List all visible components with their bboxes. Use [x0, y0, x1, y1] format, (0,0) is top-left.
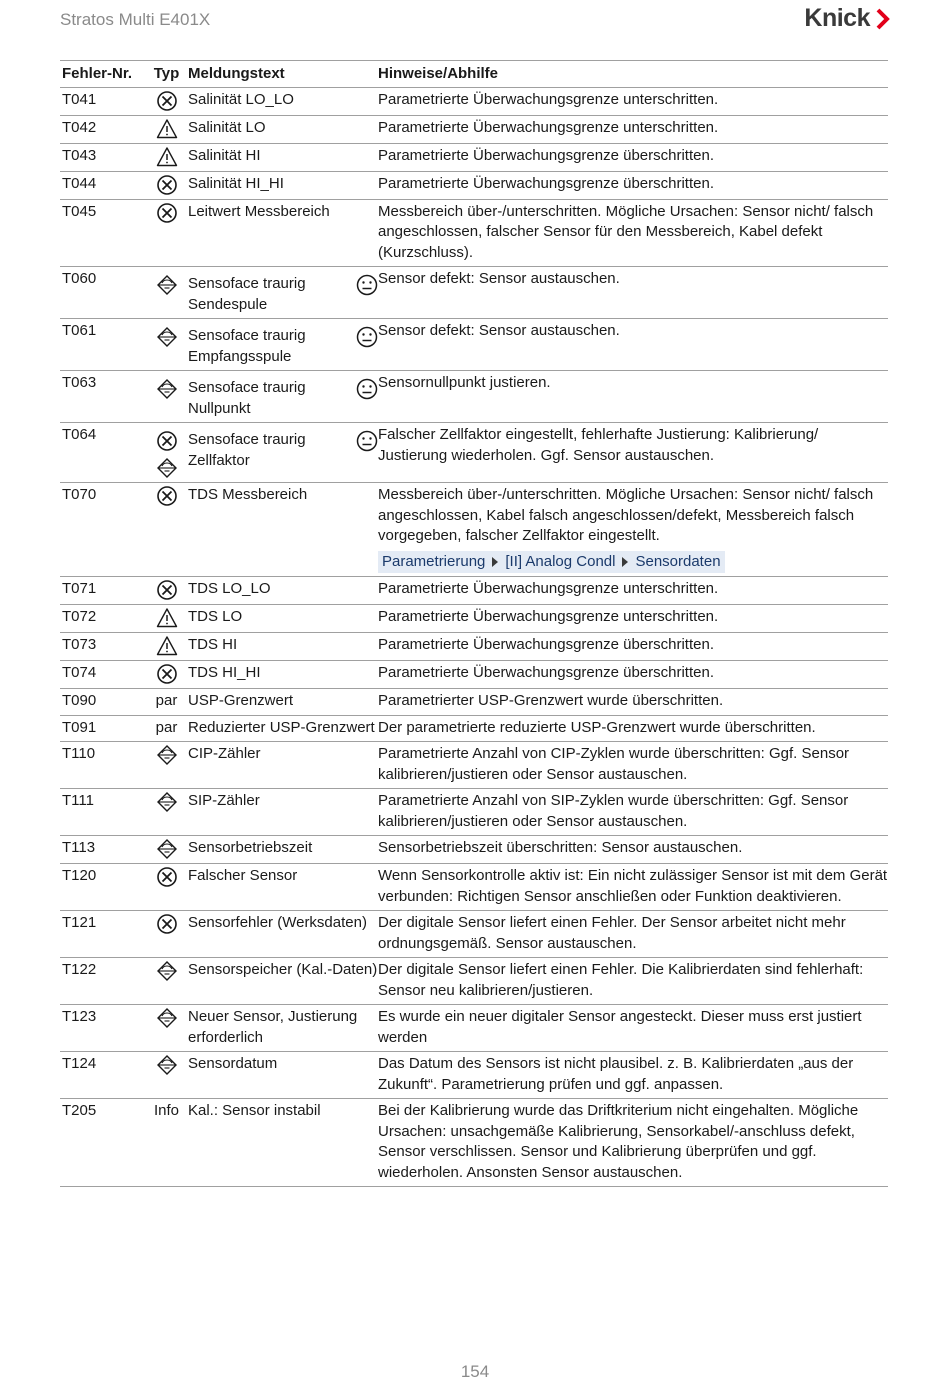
- error-number: T090: [62, 692, 97, 709]
- caret-right-icon: [492, 557, 498, 567]
- hint-text: Es wurde ein neuer digitaler Sensor angesteckt. Dieser muss erst justiert werden: [378, 1008, 862, 1046]
- maintenance-icon: [156, 457, 178, 479]
- table-row: [60, 144, 888, 172]
- table-row: [60, 689, 888, 716]
- error-number: T074: [62, 664, 97, 681]
- message-text-cell: [188, 791, 378, 832]
- maintenance-icon: [156, 791, 178, 813]
- hint-text: Sensor defekt: Sensor austauschen.: [378, 322, 620, 339]
- error-type: par: [155, 692, 178, 709]
- message-with-sensoface: [188, 321, 378, 367]
- table-row: [60, 605, 888, 633]
- hint-text: Parametrierte Überwachungsgrenze unterschritten.: [378, 580, 719, 597]
- page-header-title: Stratos Multi E401X: [60, 10, 211, 29]
- error-type-icons: [145, 1054, 188, 1076]
- menu-path: [378, 551, 725, 574]
- column-header-nr: Fehler-Nr.: [62, 65, 133, 82]
- table-row: [60, 742, 888, 789]
- error-type-icons: [145, 913, 188, 935]
- failure-icon: [156, 866, 178, 888]
- table-row: [60, 911, 888, 958]
- hint-text: Das Datum des Sensors ist nicht plausibel. z. B. Kalibrierdaten „aus der Zukunft“. Parametrierung prüfen und ggf. anpassen.: [378, 1055, 854, 1093]
- error-type-icons: [145, 635, 188, 657]
- message-text: Kal.: Sensor instabil: [188, 1102, 321, 1119]
- message-text-cell: [188, 960, 378, 1001]
- table-row: [60, 319, 888, 371]
- table-row: [60, 1005, 888, 1052]
- hint-text: Der digitale Sensor liefert einen Fehler. Der Sensor arbeitet nicht mehr ordnungsgemäß. Sensor austauschen.: [378, 914, 846, 952]
- message-text-cell: [188, 1007, 378, 1048]
- hint-cell: [378, 1054, 888, 1095]
- hint-text: Wenn Sensorkontrolle aktiv ist: Ein nicht zulässiger Sensor ist mit dem Gerät verbunden: Richtigen Sensor anschließen oder Funktion deaktivieren.: [378, 867, 888, 905]
- table-row: [60, 1052, 888, 1099]
- message-text: USP-Grenzwert: [188, 692, 294, 709]
- error-type: [145, 269, 188, 315]
- error-number: T111: [62, 792, 94, 809]
- maintenance-icon: [156, 838, 178, 860]
- message-text-cell: [188, 663, 378, 685]
- error-type: Info: [153, 1102, 180, 1119]
- menu-path-item: [II] Analog Condl: [505, 552, 616, 570]
- table-row: [60, 661, 888, 689]
- table-row: [60, 789, 888, 836]
- hint-cell: [378, 485, 888, 573]
- message-text-cell: [188, 269, 378, 315]
- message-text: TDS LO_LO: [188, 580, 271, 597]
- hint-text: Sensornullpunkt justieren.: [378, 374, 551, 391]
- table-row: [60, 88, 888, 116]
- message-text: Reduzierter USP-Grenzwert: [188, 718, 375, 736]
- menu-path-item: Parametrierung: [382, 552, 486, 570]
- error-type: [145, 913, 188, 954]
- maintenance-icon: [156, 744, 178, 766]
- hint-cell: [378, 90, 888, 112]
- error-type: [145, 1007, 188, 1048]
- maintenance-icon: [156, 960, 178, 982]
- error-type-icons: [145, 485, 188, 507]
- message-text-cell: [188, 718, 378, 739]
- error-type-icons: [145, 579, 188, 601]
- error-type-icons: [145, 373, 188, 400]
- hint-text: Parametrierte Überwachungsgrenze unterschritten.: [378, 118, 719, 136]
- error-number: T122: [62, 961, 97, 978]
- message-text: Sensorspeicher (Kal.-Daten): [188, 961, 378, 978]
- message-text-cell: [188, 146, 378, 168]
- failure-icon: [156, 430, 178, 452]
- column-header-message: Meldungstext: [188, 65, 285, 82]
- hint-text: Sensorbetriebszeit überschritten: Sensor austauschen.: [378, 839, 743, 856]
- hint-text: Der parametrierte reduzierte USP-Grenzwert wurde überschritten.: [378, 718, 816, 736]
- column-header-typ: Typ: [153, 65, 180, 82]
- error-type-icons: [145, 321, 188, 348]
- error-type-icons: [145, 663, 188, 685]
- hint-cell: [378, 663, 888, 685]
- warning-icon: [156, 635, 178, 657]
- hint-cell: [378, 1007, 888, 1048]
- hint-cell: [378, 321, 888, 367]
- sad-face-icon: [356, 274, 378, 296]
- error-type-icons: [145, 146, 188, 168]
- warning-icon: [156, 607, 178, 629]
- hint-text: Sensor defekt: Sensor austauschen.: [378, 270, 620, 287]
- error-number: T072: [62, 608, 97, 625]
- hint-cell: [378, 607, 888, 629]
- error-type-icons: [145, 202, 188, 224]
- message-text: TDS HI: [188, 636, 238, 653]
- message-text: Salinität LO_LO: [188, 90, 294, 108]
- error-type-icons: [145, 1007, 188, 1029]
- message-with-sensoface: [188, 373, 378, 419]
- hint-cell: [378, 373, 888, 419]
- error-type: [145, 866, 188, 907]
- error-type: [145, 425, 188, 479]
- message-text-cell: [188, 744, 378, 785]
- message-text: Salinität LO: [188, 118, 266, 136]
- menu-path-item: Sensordaten: [635, 552, 721, 570]
- message-text: Neuer Sensor, Justierung erforderlich: [188, 1008, 358, 1046]
- message-text: SIP-Zähler: [188, 792, 260, 809]
- message-text: TDS HI_HI: [188, 664, 261, 681]
- hint-cell: [378, 174, 888, 196]
- table-header-row: [60, 61, 888, 88]
- column-header-hint: Hinweise/Abhilfe: [378, 65, 499, 82]
- failure-icon: [156, 174, 178, 196]
- message-text-cell: [188, 866, 378, 907]
- message-text-cell: [188, 90, 378, 112]
- message-text-cell: [188, 1101, 378, 1183]
- table-row: [60, 172, 888, 200]
- hint-text: Falscher Zellfaktor eingestellt, fehlerhafte Justierung: Kalibrierung/ Justierung wiederholen. Ggf. Sensor austauschen.: [378, 426, 819, 464]
- failure-icon: [156, 202, 178, 224]
- hint-text: Parametrierte Überwachungsgrenze überschritten.: [378, 636, 714, 653]
- message-text-cell: [188, 691, 378, 712]
- error-type: [145, 744, 188, 785]
- message-text-cell: [188, 913, 378, 954]
- error-type-icons: [145, 866, 188, 888]
- hint-text: Messbereich über-/unterschritten. Mögliche Ursachen: Sensor nicht/ falsch angeschlossen, Kabel falsch angeschlossen/defekt, Messbereich falsch vorgegeben, falscher Zellfaktor eingestellt.: [378, 486, 874, 544]
- error-type: [145, 635, 188, 657]
- error-type: [145, 607, 188, 629]
- page-number: 154: [460, 1362, 490, 1381]
- message-text: Sensoface traurig Zellfaktor: [188, 431, 306, 469]
- table-row: [60, 371, 888, 423]
- message-text-cell: [188, 485, 378, 573]
- error-number: T061: [62, 322, 97, 339]
- maintenance-icon: [156, 1007, 178, 1029]
- table-row: [60, 633, 888, 661]
- message-with-sensoface: [188, 269, 378, 315]
- message-text-cell: [188, 174, 378, 196]
- hint-cell: [378, 866, 888, 907]
- message-text: Salinität HI: [188, 146, 261, 164]
- error-type-icons: [145, 269, 188, 296]
- error-type-icons: [145, 838, 188, 860]
- hint-cell: [378, 913, 888, 954]
- error-number: T064: [62, 426, 97, 443]
- hint-cell: [378, 635, 888, 657]
- error-type: [145, 118, 188, 140]
- table-row: [60, 267, 888, 319]
- message-text: CIP-Zähler: [188, 745, 261, 762]
- table-row: [60, 116, 888, 144]
- error-type: [145, 321, 188, 367]
- hint-cell: [378, 1101, 888, 1183]
- error-type: [145, 485, 188, 573]
- error-number: T043: [62, 146, 97, 164]
- message-text: TDS LO: [188, 608, 243, 625]
- table-row: [60, 577, 888, 605]
- hint-text: Parametrierte Überwachungsgrenze überschritten.: [378, 174, 714, 192]
- error-number: T121: [62, 914, 97, 931]
- message-text-cell: [188, 321, 378, 367]
- error-type: [145, 960, 188, 1001]
- error-number: T123: [62, 1008, 97, 1025]
- error-number: T041: [62, 90, 97, 108]
- error-number: T044: [62, 174, 97, 192]
- hint-text: Parametrierte Überwachungsgrenze überschritten.: [378, 146, 714, 164]
- hint-cell: [378, 202, 888, 264]
- error-number: T073: [62, 636, 97, 653]
- hint-text: Parametrierter USP-Grenzwert wurde überschritten.: [378, 692, 724, 709]
- message-text: Leitwert Messbereich: [188, 202, 330, 220]
- error-type: [145, 663, 188, 685]
- error-number: T110: [62, 745, 96, 762]
- failure-icon: [156, 663, 178, 685]
- message-text-cell: [188, 838, 378, 860]
- failure-icon: [156, 579, 178, 601]
- error-type: [145, 202, 188, 264]
- error-type-icons: [145, 118, 188, 140]
- hint-text: Der digitale Sensor liefert einen Fehler. Die Kalibrierdaten sind fehlerhaft: Sensor neu kalibrieren/justieren.: [378, 961, 864, 999]
- message-text-cell: [188, 579, 378, 601]
- table-row: [60, 836, 888, 864]
- table-row: [60, 200, 888, 268]
- message-text-cell: [188, 202, 378, 264]
- hint-cell: [378, 791, 888, 832]
- caret-right-icon: [622, 557, 628, 567]
- message-text-cell: [188, 635, 378, 657]
- chevron-right-icon: [876, 8, 890, 30]
- message-text-cell: [188, 373, 378, 419]
- error-type: [145, 579, 188, 601]
- error-type-icons: [145, 607, 188, 629]
- sad-face-icon: [356, 378, 378, 400]
- table-row: [60, 483, 888, 577]
- error-type: [145, 838, 188, 860]
- sad-face-icon: [356, 326, 378, 348]
- message-text: Sensorfehler (Werksdaten): [188, 914, 367, 931]
- message-text: Sensoface traurig Nullpunkt: [188, 379, 306, 417]
- brand-name: Knick: [804, 4, 870, 32]
- table-row: [60, 1099, 888, 1187]
- message-text: Sensorbetriebszeit: [188, 839, 313, 856]
- error-number: T071: [62, 580, 97, 597]
- error-table: [60, 60, 888, 1187]
- maintenance-icon: [156, 326, 178, 348]
- error-number: T124: [62, 1055, 97, 1072]
- warning-icon: [156, 146, 178, 168]
- message-text-cell: [188, 425, 378, 479]
- error-type-icons: [145, 744, 188, 766]
- message-text-cell: [188, 118, 378, 140]
- error-type: par: [155, 718, 178, 736]
- message-text-cell: [188, 1054, 378, 1095]
- error-number: T113: [62, 839, 96, 856]
- hint-cell: [378, 118, 888, 140]
- brand-logo: [804, 4, 890, 33]
- warning-icon: [156, 118, 178, 140]
- message-text: TDS Messbereich: [188, 486, 308, 503]
- table-row: [60, 864, 888, 911]
- message-text: Falscher Sensor: [188, 867, 298, 884]
- maintenance-icon: [156, 1054, 178, 1076]
- failure-icon: [156, 90, 178, 112]
- error-type: [145, 146, 188, 168]
- hint-cell: [378, 744, 888, 785]
- error-number: T042: [62, 118, 97, 136]
- hint-cell: [378, 425, 888, 479]
- hint-text: Bei der Kalibrierung wurde das Driftkriterium nicht eingehalten. Mögliche Ursachen: unsachgemäße Kalibrierung, Sensorkabel/-anschluss defekt, Sensor verschlissen. Sensor und Kalibrierung überprüfen und ggf. wiederholen. Ansonsten Sensor austauschen.: [378, 1102, 859, 1181]
- hint-cell: [378, 269, 888, 315]
- error-type-icons: [145, 425, 188, 479]
- table-row: [60, 958, 888, 1005]
- hint-text: Parametrierte Überwachungsgrenze unterschritten.: [378, 608, 719, 625]
- error-type: [145, 1054, 188, 1095]
- hint-text: Messbereich über-/unterschritten. Mögliche Ursachen: Sensor nicht/ falsch angeschlossen, falscher Sensor für den Messbereich, Kabel defekt (Kurzschluss).: [378, 202, 874, 261]
- message-text: Sensoface traurig Empfangsspule: [188, 327, 306, 365]
- error-type-icons: [145, 791, 188, 813]
- hint-text: Parametrierte Überwachungsgrenze überschritten.: [378, 664, 714, 681]
- sad-face-icon: [356, 430, 378, 452]
- message-with-sensoface: [188, 425, 378, 471]
- table-row: [60, 423, 888, 483]
- hint-cell: [378, 960, 888, 1001]
- error-number: T060: [62, 270, 97, 287]
- hint-cell: [378, 838, 888, 860]
- error-type-icons: [145, 174, 188, 196]
- error-number: T070: [62, 486, 97, 503]
- failure-icon: [156, 913, 178, 935]
- error-type: [145, 791, 188, 832]
- maintenance-icon: [156, 274, 178, 296]
- hint-cell: [378, 146, 888, 168]
- error-number: T091: [62, 718, 97, 736]
- error-number: T205: [62, 1102, 97, 1119]
- table-row: [60, 716, 888, 743]
- hint-text: Parametrierte Überwachungsgrenze unterschritten.: [378, 90, 719, 108]
- hint-cell: [378, 691, 888, 712]
- message-text-cell: [188, 607, 378, 629]
- failure-icon: [156, 485, 178, 507]
- message-text: Sensordatum: [188, 1055, 278, 1072]
- hint-cell: [378, 579, 888, 601]
- error-type: [145, 373, 188, 419]
- message-text: Sensoface traurig Sendespule: [188, 275, 306, 313]
- hint-text: Parametrierte Anzahl von CIP-Zyklen wurde überschritten: Ggf. Sensor kalibrieren/justieren oder Sensor austauschen.: [378, 745, 850, 783]
- error-number: T063: [62, 374, 97, 391]
- error-type-icons: [145, 960, 188, 982]
- error-type-icons: [145, 90, 188, 112]
- error-number: T120: [62, 867, 97, 884]
- hint-cell: [378, 718, 888, 739]
- hint-text: Parametrierte Anzahl von SIP-Zyklen wurde überschritten: Ggf. Sensor kalibrieren/justieren oder Sensor austauschen.: [378, 792, 849, 830]
- message-text: Salinität HI_HI: [188, 174, 284, 192]
- error-number: T045: [62, 202, 97, 220]
- error-type: [145, 90, 188, 112]
- error-type: [145, 174, 188, 196]
- maintenance-icon: [156, 378, 178, 400]
